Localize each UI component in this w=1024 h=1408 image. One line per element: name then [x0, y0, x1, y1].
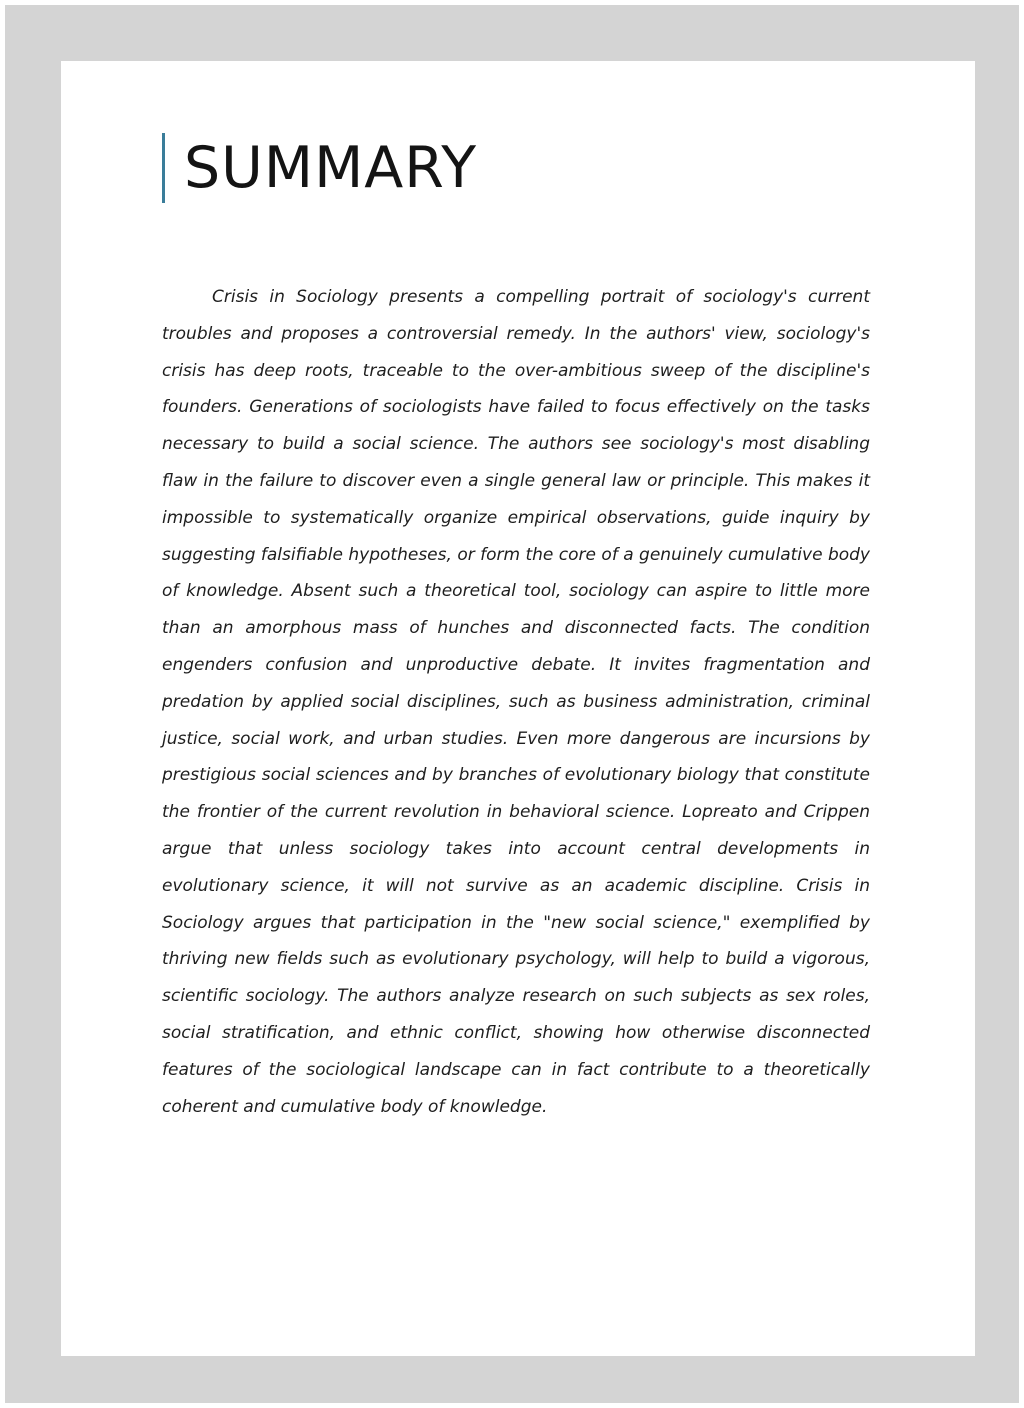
document-page [61, 61, 975, 1356]
page-frame [5, 5, 1019, 1403]
summary-paragraph: Crisis in Sociology presents a compelling portrait of sociology's current troubles and proposes a controversial remedy. In the authors' view, sociology's crisis has deep roots, traceable to the over-ambitious sweep of the discipline's founders. Generations of sociologists have failed to focus effectively on the tasks necessary to build a social science. The authors see sociology's most disabling flaw in the failure to discover even a single general law or principle. This makes it impossible to systematically organize empirical observations, guide inquiry by suggesting falsifiable hypotheses, or form the core of a genuinely cumulative body of knowledge. Absent such a theoretical tool, sociology can aspire to little more than an amorphous mass of hunches and disconnected facts. The condition engenders confusion and unproductive debate. It invites fragmentation and predation by applied social disciplines, such as business administration, criminal justice, social work, and urban studies. Even more dangerous are incursions by prestigious social sciences and by branches of evolutionary biology that constitute the frontier of the current revolution in behavioral science. Lopreato and Crippen argue that unless sociology takes into account central developments in evolutionary science, it will not survive as an academic discipline. Crisis in Sociology argues that participation in the "new social science," exemplified by thriving new fields such as evolutionary psychology, will help to build a vigorous, scientific sociology. The authors analyze research on such subjects as sex roles, social stratification, and ethnic conflict, showing how otherwise disconnected features of the sociological landscape can in fact contribute to a theoretically coherent and cumulative body of knowledge. [162, 287, 870, 1117]
heading-accent-rule [162, 133, 165, 203]
page-title: SUMMARY [184, 135, 478, 201]
